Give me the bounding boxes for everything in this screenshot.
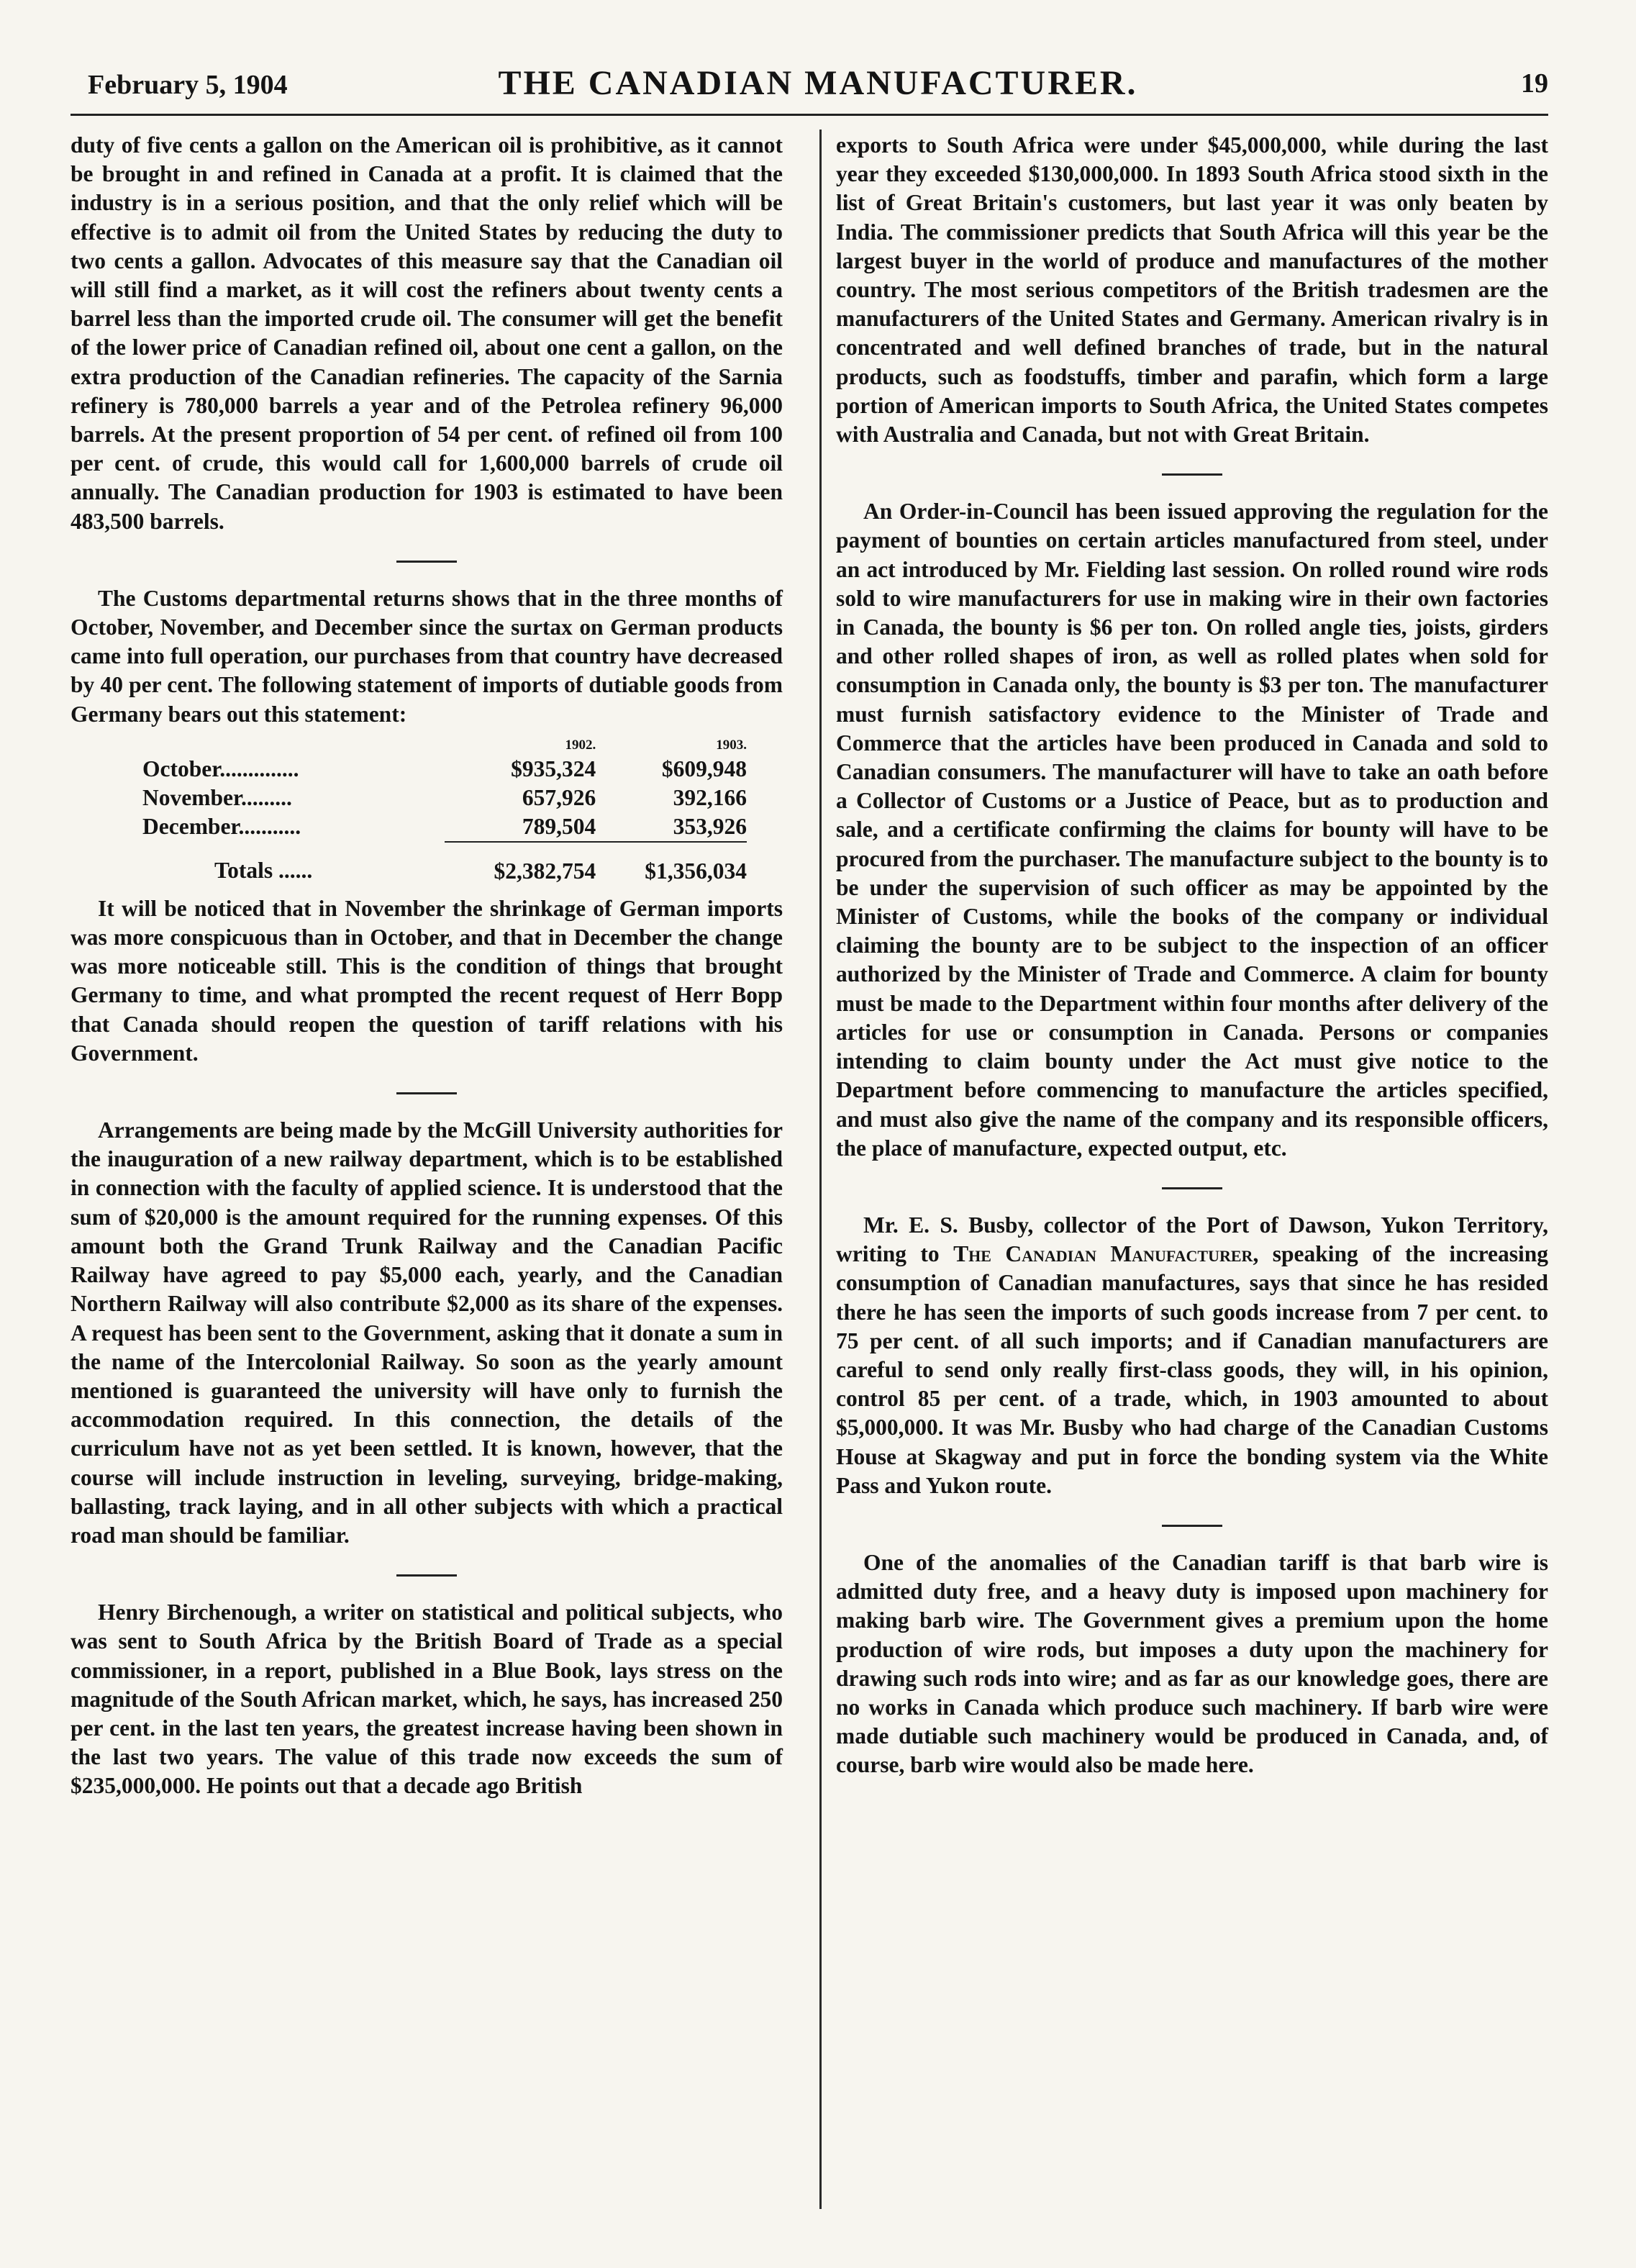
total-1902: $2,382,754 — [494, 858, 596, 884]
article-steel-bounties: An Order-in-Council has been issued approving the regulation for the payment of bounties on certain articles manufactured from steel, under an act introduced by Mr. Fielding last session. On rolled round wire rods sold to wire manufacturers for use in making wire in their own factories in Canada, the bounty is $6 per ton. On rolled angle ties, joists, girders and other rolled shapes of iron, as well as rolled plates when sold for consumption in Canada only, the bounty is $3 per ton. The manufacturer must furnish satisfactory evidence to the Minister of Trade and Commerce that the articles have been produced in Canada and sold to Canadian consumers. The manufacturer will have to take an oath before a Collector of Customs or a Justice of Peace, but as to production and sale, and a certificate confirming the claims for bounty will have to be procured from the purchaser. The manufacture subject to the bounty is to be under the supervision of such officer as may be appointed by the Minister of Customs, while the books of the company or individual claiming the bounty are to be subject to the inspection of an officer authorized by the Minister of Trade and Commerce. A claim for bounty must be made to the Department within four months after delivery of the articles for use or consumption in Canada. Persons or companies intending to claim bounty under the Act must give notice to the Department before commencing to manufacture the articles specified, and must also give the name of the company and its responsible officers, the place of manufacture, expected output, etc. — [836, 499, 1548, 1161]
issue-date: February 5, 1904 — [88, 70, 288, 100]
row-value-1902: $935,324 — [511, 756, 596, 781]
table-row — [142, 784, 747, 812]
year-1902-header: 1902. — [565, 737, 596, 753]
column-rule — [819, 130, 822, 2209]
left-column — [71, 131, 783, 1801]
row-value-1902: 657,926 — [522, 784, 596, 810]
page-number: 19 — [1521, 68, 1548, 99]
article-german-imports-comment: It will be noticed that in November the shrinkage of German imports was more conspicuous than in October, and that in December the change was more noticeable still. This is the condition of things that brought Germany to time, and what prompted the recent request of Herr Bopp that Canada should reopen the question of tariff relations with his Government. — [71, 895, 783, 1066]
row-value-1903: $609,948 — [661, 756, 747, 781]
article-separator — [1162, 473, 1222, 476]
totals-row — [142, 842, 747, 886]
article-south-africa: Henry Birchenough, a writer on statistical and political subjects, who was sent to South Africa by the British Board of Trade as a special commissioner, in a report, published in a Blue Book, lays stress on the magnitude of the South African market, which, he says, has increased 250 per cent. in the last ten years, the greatest increase having been shown in the last two years. The value of this trade now exceeds the sum of $235,000,000. He points out that a decade ago British — [71, 1600, 783, 1799]
total-1903: $1,356,034 — [645, 858, 747, 884]
article-german-imports: The Customs departmental returns shows that in the three months of October, November, and December since the surtax on German products came into full operation, our purchases from that country have decreased by 40 per cent. The following statement of imports of dutiable goods from Germany bears out this statement: — [71, 585, 783, 727]
row-month: December........... — [142, 814, 301, 840]
article-busby-yukon — [836, 1211, 1548, 1500]
article-oil-duty: duty of five cents a gallon on the American oil is prohibitive, as it cannot be brought in and refined in Canada at a profit. It is claimed that the industry is in a serious position, and that the only relief which will be effective is to admit oil from the United States by reducing the duty to two cents a gallon. Advocates of this measure say that the Canadian oil will still find a market, as it will cost the refiners about twenty cents a barrel less than the imported crude oil. The consumer will get the benefit of the lower price of Canadian refined oil, about one cent a gallon, on the extra production of the Canadian refineries. The capacity of the Sarnia refinery is 780,000 barrels a year and of the Petrolea refinery 96,000 barrels. At the present proportion of 54 per cent. of refined oil from 100 per cent. of crude, this would call for 1,600,000 barrels of crude oil annually. The Canadian production for 1903 is estimated to have been 483,500 barrels. — [71, 132, 783, 534]
article-separator — [1162, 1187, 1222, 1189]
row-value-1902: 789,504 — [445, 812, 596, 842]
imports-table — [142, 736, 747, 886]
publication-title: THE CANADIAN MANUFACTURER. — [498, 64, 1138, 102]
article-separator — [396, 1574, 457, 1577]
row-month: November......... — [142, 784, 292, 810]
busby-text-1: Mr. E. S. Busby, collector of the Port of Dawson, Yukon Territory, writing to — [836, 1212, 1548, 1267]
article-mcgill-railway: Arrangements are being made by the McGill University authorities for the inauguration of a new railway department, which is to be established in connection with the faculty of applied science. It is understood that the sum of $20,000 is the amount required for the running expenses. Of this amount both the Grand Trunk Railway and the Canadian Pacific Railway have agreed to pay $5,000 each, yearly, and the Canadian Northern Railway will also contribute $2,000 as its share of the expenses. A request has been sent to the Government, asking that it donate a sum in the name of the Intercolonial Railway. So soon as the yearly amount mentioned is guaranteed the university will have only to furnish the accommodation required. In this connection, the details of the curriculum have not as yet been settled. It is known, however, that the course will include instruction in leveling, surveying, bridge-making, ballasting, track laying, and in all other subjects with which a practical road man should be familiar. — [71, 1117, 783, 1548]
row-month: October.............. — [142, 756, 299, 781]
row-value-1903: 353,926 — [596, 812, 747, 842]
article-separator — [396, 561, 457, 563]
busby-text-2: , speaking of the increasing consumption of Canadian manufactures, says that since he has resided there he has seen the imports of such goods increase from 7 per cent. to 75 per cent. of all such imports; and if Canadian manufacturers are careful to send only really first-class goods, they will, in his opinion, control 85 per cent. of a trade, which, in 1903 amounted to about $5,000,000. It was Mr. Busby who had charge of the Canadian Customs House at Skagway and put in force the bonding system via the White Pass and Yukon route. — [836, 1241, 1549, 1498]
header-rule — [71, 114, 1548, 116]
table-row — [142, 755, 747, 784]
article-barb-wire: One of the anomalies of the Canadian tariff is that barb wire is admitted duty free, and a heavy duty is imposed upon machinery for making barb wire. The Government gives a premium upon the home production of wire rods, but imposes a duty upon the machinery for drawing such rods into wire; and as far as our knowledge goes, there are no works in Canada which produce such machinery. If barb wire were made dutiable such machinery would be produced in Canada, and, of course, barb wire would also be made here. — [836, 1549, 1548, 1778]
right-column — [836, 131, 1548, 1780]
totals-label: Totals ...... — [214, 858, 313, 884]
article-separator — [396, 1092, 457, 1094]
article-south-africa-continued: exports to South Africa were under $45,000,000, while during the last year they exceeded $130,000,000. In 1893 South Africa stood sixth in the list of Great Britain's customers, but last year it was only beaten by India. The commissioner predicts that South Africa will this year be the largest buyer in the world of produce and manufactures of the mother country. The most serious competitors of the British tradesmen are the manufacturers of the United States and Germany. American rivalry is in concentrated and well defined branches of trade, but in the natural products, such as foodstuffs, timber and parafin, which form a large portion of American imports to South Africa, the United States competes with Australia and Canada, but not with Great Britain. — [836, 132, 1548, 448]
page-header — [88, 63, 1548, 104]
publication-reference: The Canadian Manufacturer — [953, 1241, 1253, 1267]
year-1903-header: 1903. — [716, 737, 747, 753]
table-row — [142, 812, 747, 842]
row-value-1903: 392,166 — [673, 784, 747, 810]
article-separator — [1162, 1525, 1222, 1527]
